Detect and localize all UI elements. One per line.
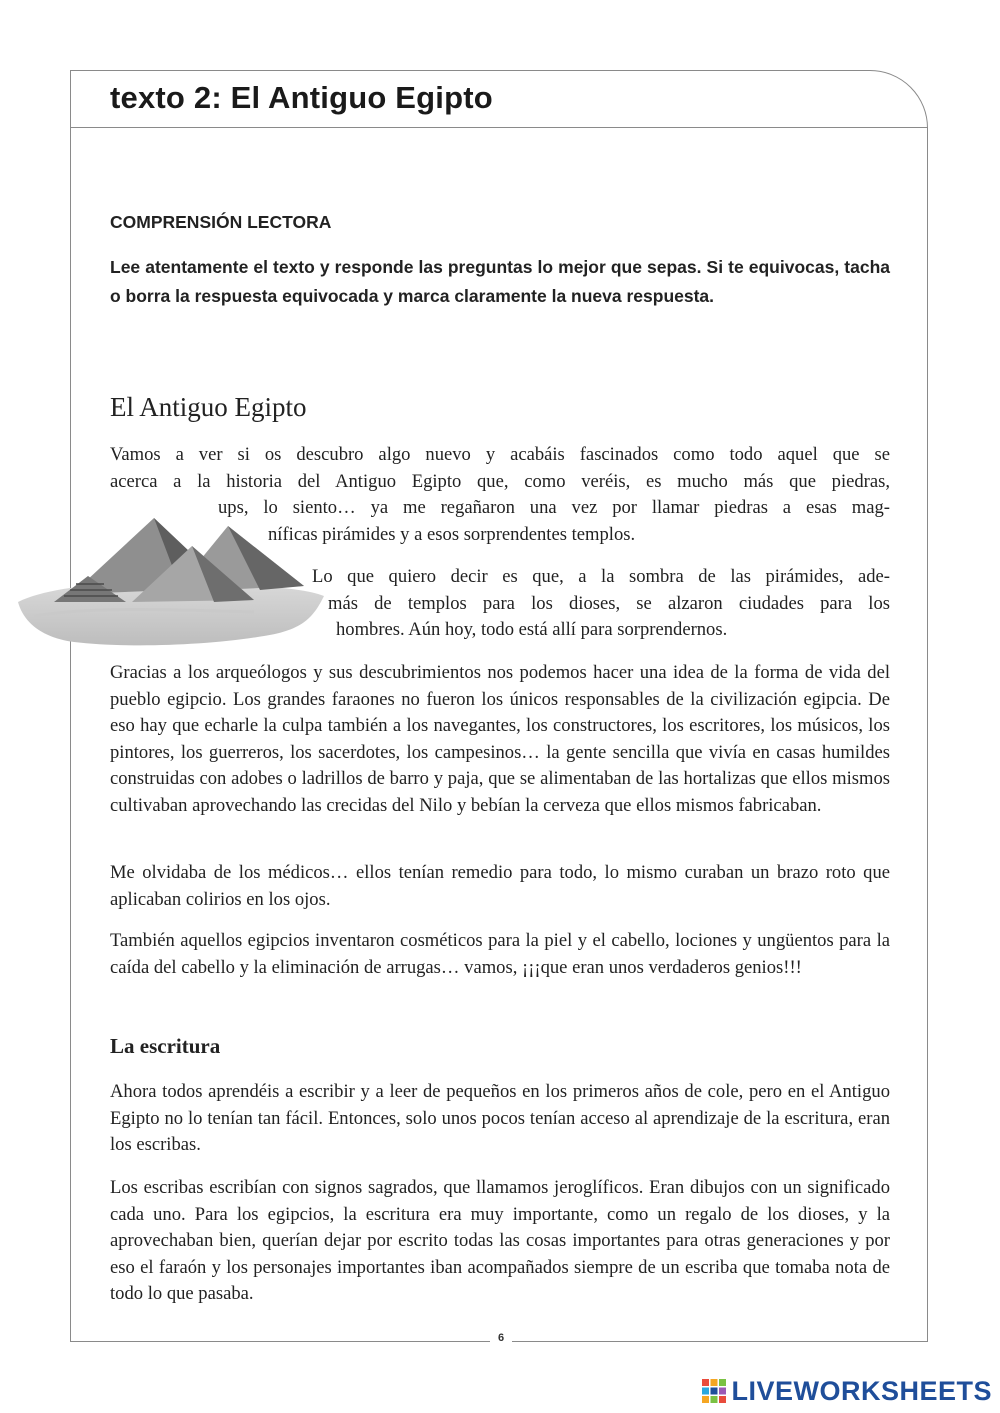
shadow-line: hombres. Aún hoy, todo está allí para sorprendernos.: [336, 619, 728, 640]
subsection-title: La escritura: [110, 1034, 221, 1058]
header-divider: [70, 127, 928, 128]
article-paragraph: Gracias a los arqueólogos y sus descubrimientos nos podemos hacer una idea de la forma de vida del pueblo egipcio. Los grandes faraones no fueron los únicos responsables de la civilización egipcia. De eso hay que echarle la culpa también a los navegantes, los constructores, los escritores, los músicos, los pintores, los guerreros, los sacerdotes, los campesinos… la gente sencilla que vivía en casas humildes construidas con adobes o ladrillos de barro y paja, que se alimentaban de las hortalizas que ellos mismos cultivaban aprovechando las crecidas del Nilo y bebían la cerveza que ellos mismos fabricaban.: [110, 662, 890, 816]
intro-line: ups, lo siento… ya me regañaron una vez por llamar piedras a esas mag-: [218, 497, 890, 518]
shadow-line: Lo que quiero decir es que, a la sombra de las pirámides, ade-: [312, 566, 890, 587]
section-label: COMPRENSIÓN LECTORA: [110, 212, 332, 232]
brand-logo[interactable]: [701, 1374, 992, 1408]
article-title: El Antiguo Egipto: [110, 392, 307, 422]
liveworksheets-logo-icon: [701, 1378, 727, 1404]
footer-divider: [70, 1341, 488, 1342]
shadow-line: más de templos para los dioses, se alzaron ciudades para los: [328, 592, 890, 614]
intro-line: níficas pirámides y a esos sorprendentes templos.: [268, 523, 636, 545]
intro-line: Vamos a ver si os descubro algo nuevo y acabáis fascinados como todo aquel que se: [110, 444, 890, 465]
instructions-text: Lee atentamente el texto y responde las preguntas lo mejor que sepas. Si te equivocas, tacha o borra la respuesta equivocada y marca claramente la nueva respuesta.: [110, 257, 890, 306]
worksheet-title: texto 2: El Antiguo Egipto: [110, 80, 493, 115]
writing-paragraph: Los escribas escribían con signos sagrados, que llamamos jeroglíficos. Eran dibujos con un significado cada uno. Para los egipcios, la escritura era muy importante, como un regalo de los dioses, y la aprovechaban bien, querían dejar por escrito todas las cosas importantes para otras generaciones y por eso el faraón y los personajes importantes iban acompañados siempre de un escriba que tomaba nota de todo lo que pasaba.: [110, 1177, 890, 1304]
footer-divider: [514, 1341, 928, 1342]
page-number: 6: [490, 1332, 512, 1344]
article-paragraph: Me olvidaba de los médicos… ellos tenían remedio para todo, lo mismo curaban un brazo roto que aplicaban colirios en los ojos.: [110, 862, 890, 910]
article-paragraph: También aquellos egipcios inventaron cosméticos para la piel y el cabello, lociones y ungüentos para la caída del cabello y la eliminación de arrugas… vamos, ¡¡¡que eran unos verdaderos genios!!!: [110, 930, 890, 978]
intro-line: acerca a la historia del Antiguo Egipto que, como veréis, es mucho más que piedras,: [110, 470, 890, 492]
shadow-paragraph: [312, 564, 890, 644]
pyramids-illustration: [14, 506, 326, 650]
writing-paragraph: Ahora todos aprendéis a escribir y a leer de pequeños en los primeros años de cole, pero en el Antiguo Egipto no lo tenían tan fácil. Entonces, solo unos pocos tenían acceso al aprendizaje de la escritura, eran los escribas.: [110, 1081, 890, 1155]
brand-name: LIVEWORKSHEETS: [731, 1375, 992, 1406]
